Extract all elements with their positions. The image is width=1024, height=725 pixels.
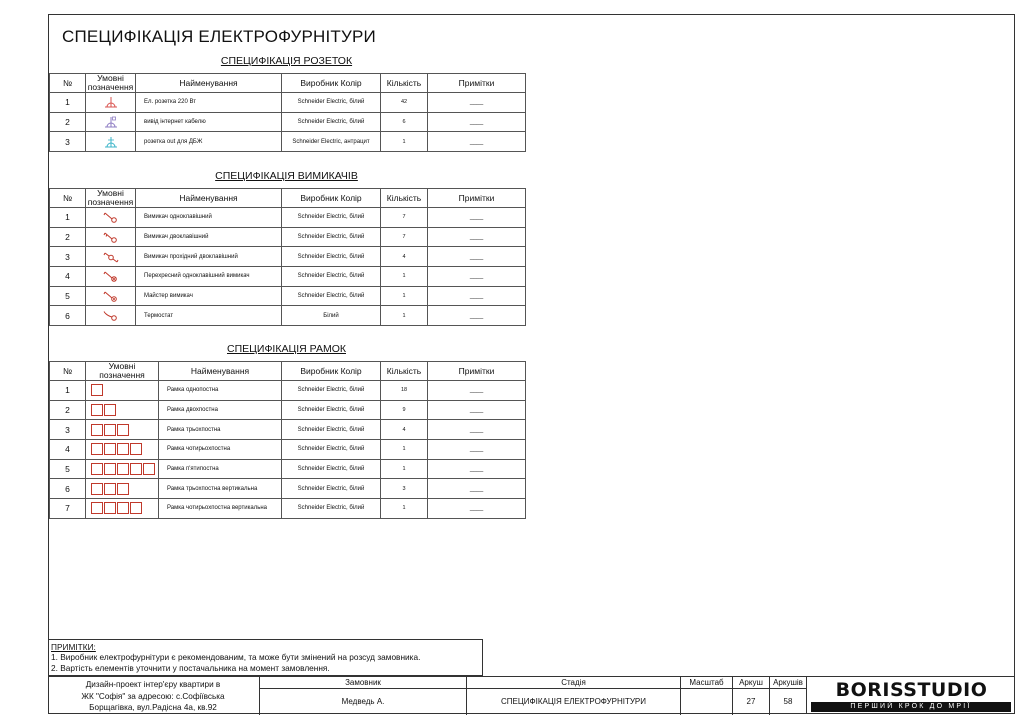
socket-220-icon bbox=[104, 96, 118, 108]
row-maker: Schneider Electric, білий bbox=[282, 227, 381, 247]
switch-double-icon bbox=[103, 231, 119, 243]
header-symbol: Умовні позначення bbox=[86, 362, 159, 381]
header-num: № bbox=[50, 189, 86, 208]
frame-post-icon bbox=[91, 424, 103, 436]
table-row bbox=[50, 499, 526, 519]
row-num: 5 bbox=[50, 459, 86, 479]
row-num: 4 bbox=[50, 440, 86, 460]
table-row bbox=[50, 306, 526, 326]
row-note: ____ bbox=[428, 499, 526, 519]
customer-label: Замовник bbox=[260, 677, 466, 689]
row-name: вивід інтернет кабелю bbox=[136, 112, 282, 132]
symbol-cell bbox=[86, 479, 159, 499]
header-name: Найменування bbox=[136, 74, 282, 93]
row-num: 1 bbox=[50, 381, 86, 401]
frame-icon bbox=[91, 502, 143, 514]
frame-icon bbox=[91, 483, 130, 495]
row-qty: 1 bbox=[381, 459, 428, 479]
row-maker: Schneider Electric, білий bbox=[282, 286, 381, 306]
row-note: ____ bbox=[428, 381, 526, 401]
row-note: ____ bbox=[428, 440, 526, 460]
notes-heading: ПРИМІТКИ: bbox=[51, 642, 96, 652]
symbol-cell bbox=[86, 306, 136, 326]
symbol-cell bbox=[86, 286, 136, 306]
frame-post-icon bbox=[91, 502, 103, 514]
note-line: 1. Виробник електрофурнітури є рекомендованим, та може бути змінений на розсуд замовника. bbox=[51, 652, 421, 663]
row-num: 6 bbox=[50, 306, 86, 326]
row-qty: 1 bbox=[381, 267, 428, 287]
row-name: Рамка чотирьохпостна bbox=[159, 440, 282, 460]
row-qty: 1 bbox=[381, 440, 428, 460]
frame-icon bbox=[91, 404, 117, 416]
header-maker: Виробник Колір bbox=[282, 362, 381, 381]
frame-post-icon bbox=[104, 424, 116, 436]
customer-value: Медведь А. bbox=[341, 697, 385, 706]
header-qty: Кількість bbox=[381, 74, 428, 93]
sheet-label: Аркуш bbox=[733, 677, 769, 689]
row-note: ____ bbox=[428, 286, 526, 306]
row-maker: Schneider Electric, білий bbox=[282, 440, 381, 460]
row-name: Вимикач прохідний двоклавішний bbox=[136, 247, 282, 267]
frame-post-icon bbox=[91, 404, 103, 416]
symbol-cell bbox=[86, 400, 159, 420]
stage-label: Стадія bbox=[467, 677, 680, 689]
header-num: № bbox=[50, 74, 86, 93]
frame-post-icon bbox=[130, 463, 142, 475]
table-row bbox=[50, 208, 526, 228]
row-maker: Schneider Electric, білий bbox=[282, 420, 381, 440]
row-name: Рамка двохпостна bbox=[159, 400, 282, 420]
row-num: 1 bbox=[50, 208, 86, 228]
header-maker: Виробник Колір bbox=[282, 74, 381, 93]
sheets-cell bbox=[769, 677, 806, 715]
note-line: 2. Вартість елементів уточнити у постачальника на момент замовлення. bbox=[51, 662, 330, 673]
frame-post-icon bbox=[130, 443, 142, 455]
table-row bbox=[50, 420, 526, 440]
row-name: Вимикач двоклавішний bbox=[136, 227, 282, 247]
frames-table bbox=[49, 361, 526, 519]
thermostat-icon bbox=[103, 310, 119, 322]
symbol-cell bbox=[86, 93, 136, 113]
table-row bbox=[50, 286, 526, 306]
stage-cell bbox=[466, 677, 680, 715]
row-num: 2 bbox=[50, 112, 86, 132]
header-notes: Примітки bbox=[428, 362, 526, 381]
switches-section-title: СПЕЦИФІКАЦІЯ ВИМИКАЧІВ bbox=[215, 170, 358, 182]
symbol-cell bbox=[86, 459, 159, 479]
header-notes: Примітки bbox=[428, 74, 526, 93]
table-row bbox=[50, 227, 526, 247]
header-num: № bbox=[50, 362, 86, 381]
row-maker: Schneider Electric, білий bbox=[282, 479, 381, 499]
title-block bbox=[49, 676, 806, 714]
row-name: Рамка трьохпостна вертикальна bbox=[159, 479, 282, 499]
frame-post-icon bbox=[117, 463, 129, 475]
symbol-cell bbox=[86, 132, 136, 152]
stage-value: СПЕЦИФІКАЦІЯ ЕЛЕКТРОФУРНІТУРИ bbox=[500, 697, 647, 706]
row-qty: 4 bbox=[381, 247, 428, 267]
sheets-label: Аркушів bbox=[770, 677, 806, 689]
frame-post-icon bbox=[104, 463, 116, 475]
frame-post-icon bbox=[104, 443, 116, 455]
row-name: Ел. розетка 220 Вт bbox=[136, 93, 282, 113]
row-maker: Schneider Electric, білий bbox=[282, 499, 381, 519]
studio-logo bbox=[806, 676, 1015, 714]
row-name: Рамка чотирьохпостна вертикальна bbox=[159, 499, 282, 519]
sheets-value: 58 bbox=[783, 697, 793, 706]
row-note: ____ bbox=[428, 479, 526, 499]
row-name: Майстер вимикач bbox=[136, 286, 282, 306]
row-note: ____ bbox=[428, 247, 526, 267]
row-maker: Schneider Electric, білий bbox=[282, 400, 381, 420]
frame-icon bbox=[91, 384, 104, 396]
customer-cell bbox=[259, 677, 466, 715]
row-qty: 1 bbox=[381, 132, 428, 152]
row-num: 6 bbox=[50, 479, 86, 499]
row-qty: 7 bbox=[381, 227, 428, 247]
frame-icon bbox=[91, 463, 156, 475]
row-note: ____ bbox=[428, 267, 526, 287]
row-qty: 9 bbox=[381, 400, 428, 420]
internet-socket-icon bbox=[104, 116, 118, 128]
symbol-cell bbox=[86, 227, 136, 247]
row-num: 2 bbox=[50, 400, 86, 420]
row-qty: 18 bbox=[381, 381, 428, 401]
notes-block bbox=[49, 639, 483, 676]
project-line: ЖК "Софія" за адресою: с.Софіївська bbox=[81, 691, 225, 701]
frame-post-icon bbox=[91, 463, 103, 475]
table-row bbox=[50, 247, 526, 267]
row-note: ____ bbox=[428, 208, 526, 228]
frame-post-icon bbox=[117, 443, 129, 455]
header-maker: Виробник Колір bbox=[282, 189, 381, 208]
row-note: ____ bbox=[428, 459, 526, 479]
project-description bbox=[51, 677, 255, 715]
row-qty: 1 bbox=[381, 306, 428, 326]
row-num: 1 bbox=[50, 93, 86, 113]
frame-post-icon bbox=[91, 443, 103, 455]
frame-post-icon bbox=[130, 502, 142, 514]
frame-post-icon bbox=[117, 483, 129, 495]
row-note: ____ bbox=[428, 227, 526, 247]
header-name: Найменування bbox=[136, 189, 282, 208]
header-qty: Кількість bbox=[381, 362, 428, 381]
row-maker: Білий bbox=[282, 306, 381, 326]
header-notes: Примітки bbox=[428, 189, 526, 208]
frame-post-icon bbox=[91, 384, 103, 396]
symbol-cell bbox=[86, 267, 136, 287]
table-header-row bbox=[50, 189, 526, 208]
symbol-cell bbox=[86, 112, 136, 132]
row-num: 3 bbox=[50, 132, 86, 152]
row-num: 3 bbox=[50, 420, 86, 440]
table-row bbox=[50, 440, 526, 460]
symbol-cell bbox=[86, 499, 159, 519]
scale-value bbox=[681, 689, 732, 715]
frame-post-icon bbox=[91, 483, 103, 495]
scale-cell bbox=[680, 677, 732, 715]
table-row bbox=[50, 479, 526, 499]
header-symbol: Умовні позначення bbox=[86, 74, 136, 93]
frame-post-icon bbox=[104, 502, 116, 514]
row-qty: 3 bbox=[381, 479, 428, 499]
frame-post-icon bbox=[143, 463, 155, 475]
table-row bbox=[50, 381, 526, 401]
row-qty: 42 bbox=[381, 93, 428, 113]
page-title: СПЕЦИФІКАЦІЯ ЕЛЕКТРОФУРНІТУРИ bbox=[62, 27, 376, 46]
row-name: Перехресний одноклавішний вимикач bbox=[136, 267, 282, 287]
frame-post-icon bbox=[117, 424, 129, 436]
row-maker: Schneider Electric, антрацит bbox=[282, 132, 381, 152]
symbol-cell bbox=[86, 247, 136, 267]
switch-cross-icon bbox=[103, 270, 119, 282]
table-header-row bbox=[50, 362, 526, 381]
table-row bbox=[50, 112, 526, 132]
row-maker: Schneider Electric, білий bbox=[282, 112, 381, 132]
row-num: 5 bbox=[50, 286, 86, 306]
frame-post-icon bbox=[104, 483, 116, 495]
table-row bbox=[50, 132, 526, 152]
frame-post-icon bbox=[117, 502, 129, 514]
scale-label: Масштаб bbox=[681, 677, 732, 689]
master-switch-icon bbox=[103, 290, 119, 302]
row-name: Рамка однопостна bbox=[159, 381, 282, 401]
row-name: Термостат bbox=[136, 306, 282, 326]
header-qty: Кількість bbox=[381, 189, 428, 208]
symbol-cell bbox=[86, 381, 159, 401]
row-maker: Schneider Electric, білий bbox=[282, 267, 381, 287]
row-qty: 6 bbox=[381, 112, 428, 132]
row-num: 2 bbox=[50, 227, 86, 247]
table-row bbox=[50, 93, 526, 113]
switch-passthrough-icon bbox=[103, 251, 119, 263]
header-symbol: Умовні позначення bbox=[86, 189, 136, 208]
row-maker: Schneider Electric, білий bbox=[282, 459, 381, 479]
row-qty: 4 bbox=[381, 420, 428, 440]
row-note: ____ bbox=[428, 306, 526, 326]
row-maker: Schneider Electric, білий bbox=[282, 208, 381, 228]
row-name: Рамка п'ятипостна bbox=[159, 459, 282, 479]
symbol-cell bbox=[86, 440, 159, 460]
sockets-section-title: СПЕЦИФІКАЦІЯ РОЗЕТОК bbox=[220, 55, 353, 67]
frame-post-icon bbox=[104, 404, 116, 416]
row-qty: 7 bbox=[381, 208, 428, 228]
ups-socket-icon bbox=[104, 136, 118, 148]
row-note: ____ bbox=[428, 400, 526, 420]
row-maker: Schneider Electric, білий bbox=[282, 247, 381, 267]
project-line: Дизайн-проект інтер'єру квартири в bbox=[85, 680, 221, 689]
row-num: 7 bbox=[50, 499, 86, 519]
project-line: Борщагівка, вул.Радісна 4а, кв.92 bbox=[89, 703, 217, 712]
frame-icon bbox=[91, 443, 143, 455]
row-name: Рамка трьохпостна bbox=[159, 420, 282, 440]
table-header-row bbox=[50, 74, 526, 93]
row-note: ____ bbox=[428, 93, 526, 113]
sheet-value: 27 bbox=[746, 697, 756, 706]
switches-table bbox=[49, 188, 526, 326]
row-maker: Schneider Electric, білий bbox=[282, 381, 381, 401]
row-qty: 1 bbox=[381, 499, 428, 519]
table-row bbox=[50, 267, 526, 287]
row-num: 3 bbox=[50, 247, 86, 267]
row-note: ____ bbox=[428, 132, 526, 152]
table-row bbox=[50, 459, 526, 479]
header-name: Найменування bbox=[159, 362, 282, 381]
row-maker: Schneider Electric, білий bbox=[282, 93, 381, 113]
row-num: 4 bbox=[50, 267, 86, 287]
frames-section-title: СПЕЦИФІКАЦІЯ РАМОК bbox=[227, 343, 346, 355]
logo-name: BORISSTUDIO bbox=[835, 679, 988, 701]
symbol-cell bbox=[86, 208, 136, 228]
sheet-cell bbox=[732, 677, 769, 715]
logo-slogan: ПЕРШИЙ КРОК ДО МРІЇ bbox=[811, 702, 1011, 712]
symbol-cell bbox=[86, 420, 159, 440]
row-name: Вимикач одноклавішний bbox=[136, 208, 282, 228]
row-name: розетка out для ДБЖ bbox=[136, 132, 282, 152]
switch-single-icon bbox=[103, 211, 119, 223]
row-qty: 1 bbox=[381, 286, 428, 306]
row-note: ____ bbox=[428, 420, 526, 440]
row-note: ____ bbox=[428, 112, 526, 132]
table-row bbox=[50, 400, 526, 420]
frame-icon bbox=[91, 424, 130, 436]
sockets-table bbox=[49, 73, 526, 152]
